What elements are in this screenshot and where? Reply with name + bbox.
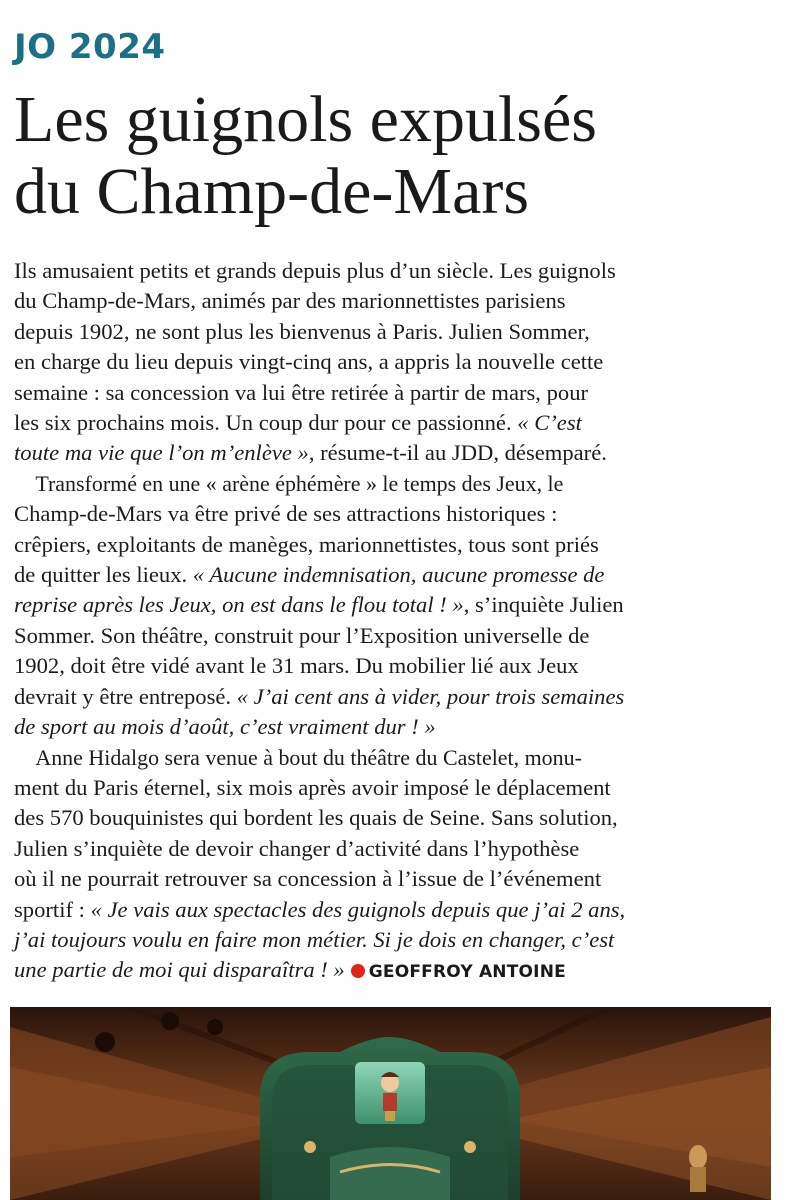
body-line xyxy=(14,621,774,651)
body-text: de quitter les lieux. xyxy=(14,562,193,588)
quote-text: toute ma vie que l’on m’enlève » xyxy=(14,440,309,466)
section-kicker: JO 2024 xyxy=(14,27,166,67)
body-text: Sommer. Son théâtre, construit pour l’Exposition universelle de xyxy=(14,622,590,648)
body-line xyxy=(14,895,774,925)
body-line xyxy=(14,743,752,773)
body-line xyxy=(14,530,774,560)
headline-line: Les guignols expulsés xyxy=(14,83,597,156)
byline-bullet-icon xyxy=(351,964,365,978)
quote-text: « Je vais aux spectacles des guignols depuis que j’ai 2 ans, xyxy=(90,896,626,922)
quote-text: « C’est xyxy=(517,410,582,436)
body-line xyxy=(14,955,774,987)
body-line xyxy=(14,864,774,894)
body-text: en charge du lieu depuis vingt-cinq ans, a appris la nouvelle cette xyxy=(14,349,604,375)
quote-text: « Aucune indemnisation, aucune promesse de xyxy=(192,562,605,588)
article-headline xyxy=(14,84,794,228)
body-line xyxy=(14,560,774,590)
author-byline: GEOFFROY ANTOINE xyxy=(368,962,566,983)
quote-text: reprise après les Jeux, on est dans le flou total ! » xyxy=(14,592,464,618)
body-line xyxy=(14,317,774,347)
body-line xyxy=(14,773,774,803)
body-text: crêpiers, exploitants de manèges, marionnettistes, tous sont priés xyxy=(14,531,599,557)
body-text: , résume-t-il au JDD, désemparé. xyxy=(308,440,607,466)
body-text: des 570 bouquinistes qui bordent les quais de Seine. Sans solution, xyxy=(14,805,618,831)
article-body xyxy=(14,256,774,988)
quote-text: de sport au mois d’août, c’est vraiment dur ! » xyxy=(14,714,436,740)
body-line xyxy=(14,256,774,286)
body-text: Anne Hidalgo sera venue à bout du théâtre du Castelet, monu- xyxy=(35,744,582,770)
body-line xyxy=(14,682,774,712)
body-line xyxy=(14,590,774,620)
puppet-theatre-illustration xyxy=(10,1007,771,1200)
body-line xyxy=(14,408,774,438)
body-text: Champ-de-Mars va être privé de ses attractions historiques : xyxy=(14,501,558,527)
body-text: ment du Paris éternel, six mois après avoir imposé le déplacement xyxy=(14,774,611,800)
body-line xyxy=(14,347,774,377)
body-line xyxy=(14,469,752,499)
body-text: où il ne pourrait retrouver sa concession à l’issue de l’événement xyxy=(14,866,602,892)
body-line xyxy=(14,834,774,864)
body-text: du Champ-de-Mars, animés par des marionnettistes parisiens xyxy=(14,288,566,314)
body-line xyxy=(14,712,774,742)
body-text: Transformé en une « arène éphémère » le temps des Jeux, le xyxy=(35,470,564,496)
body-line xyxy=(14,378,774,408)
body-text: 1902, doit être vidé avant le 31 mars. Du mobilier lié aux Jeux xyxy=(14,653,579,679)
body-text: , s’inquiète Julien xyxy=(463,592,624,618)
body-line xyxy=(14,286,774,316)
body-text: devrait y être entreposé. xyxy=(14,683,237,709)
body-text: depuis 1902, ne sont plus les bienvenus à Paris. Julien Sommer, xyxy=(14,318,590,344)
quote-text: une partie de moi qui disparaîtra ! » xyxy=(14,957,345,983)
body-line xyxy=(14,499,774,529)
body-text: sportif : xyxy=(14,896,91,922)
body-line xyxy=(14,803,774,833)
body-text: Julien s’inquiète de devoir changer d’activité dans l’hypothèse xyxy=(14,835,580,861)
quote-text: « J’ai cent ans à vider, pour trois semaines xyxy=(236,683,625,709)
body-text: les six prochains mois. Un coup dur pour ce passionné. xyxy=(14,410,518,436)
body-line xyxy=(14,925,774,955)
body-line xyxy=(14,438,774,468)
body-text: semaine : sa concession va lui être retirée à partir de mars, pour xyxy=(14,379,589,405)
body-line xyxy=(14,651,774,681)
quote-text: j’ai toujours voulu en faire mon métier. Si je dois en changer, c’est xyxy=(14,926,615,952)
article-photo xyxy=(10,1007,771,1200)
headline-line: du Champ-de-Mars xyxy=(14,155,530,228)
body-text: Ils amusaient petits et grands depuis plus d’un siècle. Les guignols xyxy=(14,258,616,283)
